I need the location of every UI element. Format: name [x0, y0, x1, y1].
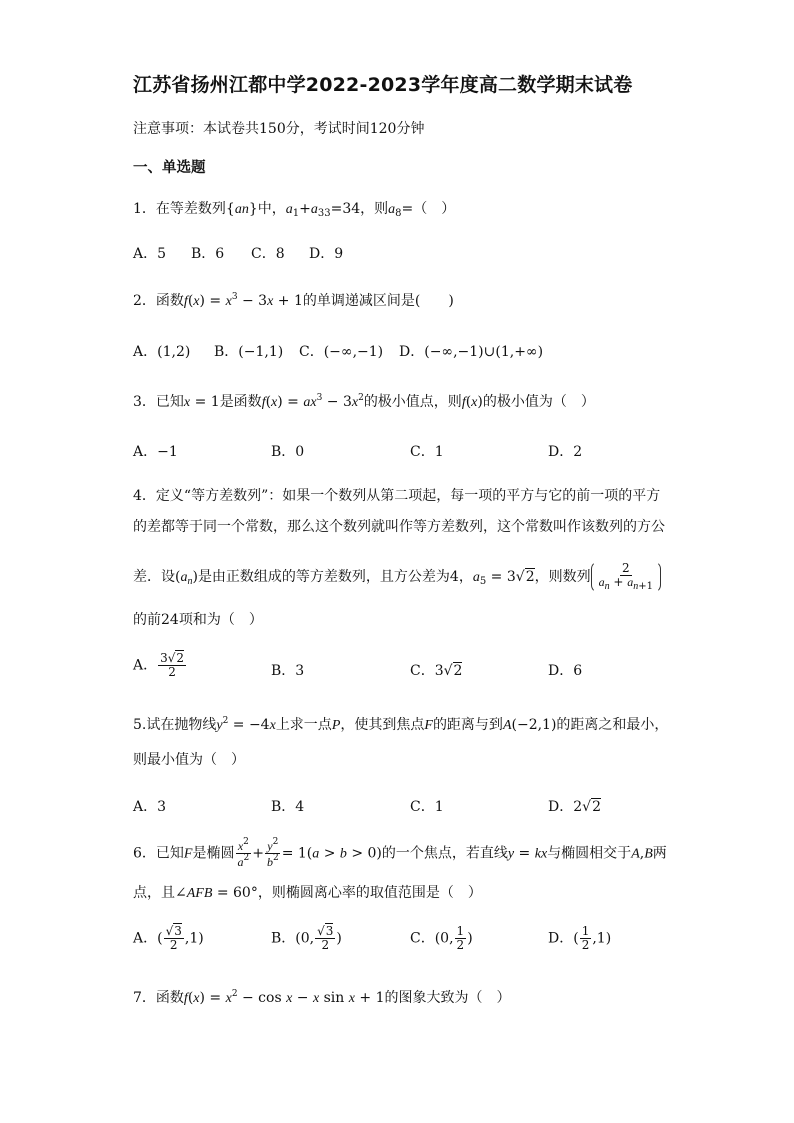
notice-text: 注意事项：本试卷共150分，考试时间120分钟 [133, 121, 425, 137]
q6-option-c: C．(0, $\frac{1}{2}$ ) [410, 924, 473, 953]
q1-option-a: A．5 [133, 246, 167, 262]
question-6-line-2: 点，且∠AFB = 60°，则椭圆离心率的取值范围是（ ） [133, 885, 482, 901]
q2-option-b: B．(−1,1) [214, 344, 284, 360]
question-4-line-3: 差．设$(a_n)$是由正数组成的等方差数列，且方公差为4，$a_5 = 3√2$，则数列 $\frac{2}{a_n + a_{n+1}}$ [133, 561, 661, 593]
q2-option-a: A．(1,2) [133, 344, 191, 360]
q5-option-b: B．4 [271, 799, 305, 815]
q5-option-a: A．3 [133, 799, 167, 815]
q4-option-b: B．3 [271, 663, 305, 679]
q5-option-c: C．1 [410, 799, 444, 815]
q6-option-a: A．( $\frac{√3}{2}$ ,1) [133, 924, 204, 953]
q1-option-d: D．9 [309, 246, 344, 262]
question-4-line-1: 4．定义“等方差数列”：如果一个数列从第二项起，每一项的平方与它的前一项的平方 [133, 488, 661, 504]
q6-option-d: D．( $\frac{1}{2}$ ,1) [548, 924, 612, 953]
question-5-line-1: 5.试在抛物线$y^2 = -4x$上求一点P，使其到焦点F的距离与到A(−2,1)的距离之和最小， [133, 716, 669, 733]
q3-option-d: D．2 [548, 444, 583, 460]
q5-option-d: D．2√2 [548, 799, 601, 815]
q1-option-b: B．6 [191, 246, 225, 262]
question-3-stem: 3．已知x = 1是函数$f(x) = ax^3 - 3x^2$的极小值点，则f(x)的极小值为（ ） [133, 393, 595, 410]
q1-option-c: C．8 [251, 246, 285, 262]
question-2-stem: 2．函数$f(x) = x^3 - 3x + 1$的单调递减区间是( ) [133, 292, 454, 309]
question-4-line-2: 的差都等于同一个常数，那么这个数列就叫作等方差数列，这个常数叫作该数列的方公 [133, 519, 665, 535]
q4-option-d: D．6 [548, 663, 583, 679]
question-7-stem: 7．函数$f(x) = x^2 - \cos x - x$ sin x + 1的图象大致为（ ） [133, 989, 511, 1006]
q3-option-b: B．0 [271, 444, 305, 460]
question-1-stem: 1．在等差数列{an}中，$a_1+a_{33}=34$，则$a_8=$（ ） [133, 201, 456, 219]
page-title: 江苏省扬州江都中学2022-2023学年度高二数学期末试卷 [133, 74, 633, 96]
q2-option-c: C．(−∞,−1) [299, 344, 384, 360]
question-5-line-2: 则最小值为（ ） [133, 752, 245, 768]
question-6-line-1: 6．已知F是椭圆 $\frac{x^2}{a^2}$ + $\frac{y^2}{b^2}$ = 1(a > b > 0)的一个焦点，若直线y = kx与椭圆相交于A,B两 [133, 837, 667, 870]
q3-option-a: A．−1 [133, 444, 178, 460]
q4-option-a: A． $\frac{3√2}{2}$ [133, 651, 185, 680]
q2-option-d: D．(−∞,−1)∪(1,+∞) [399, 344, 544, 360]
q3-option-c: C．1 [410, 444, 444, 460]
q6-option-b: B．(0, $\frac{√3}{2}$ ) [271, 924, 342, 953]
q4-option-c: C．3√2 [410, 663, 463, 679]
question-4-line-4: 的前24项和为（ ） [133, 612, 263, 628]
section-heading: 一、单选题 [133, 160, 206, 176]
